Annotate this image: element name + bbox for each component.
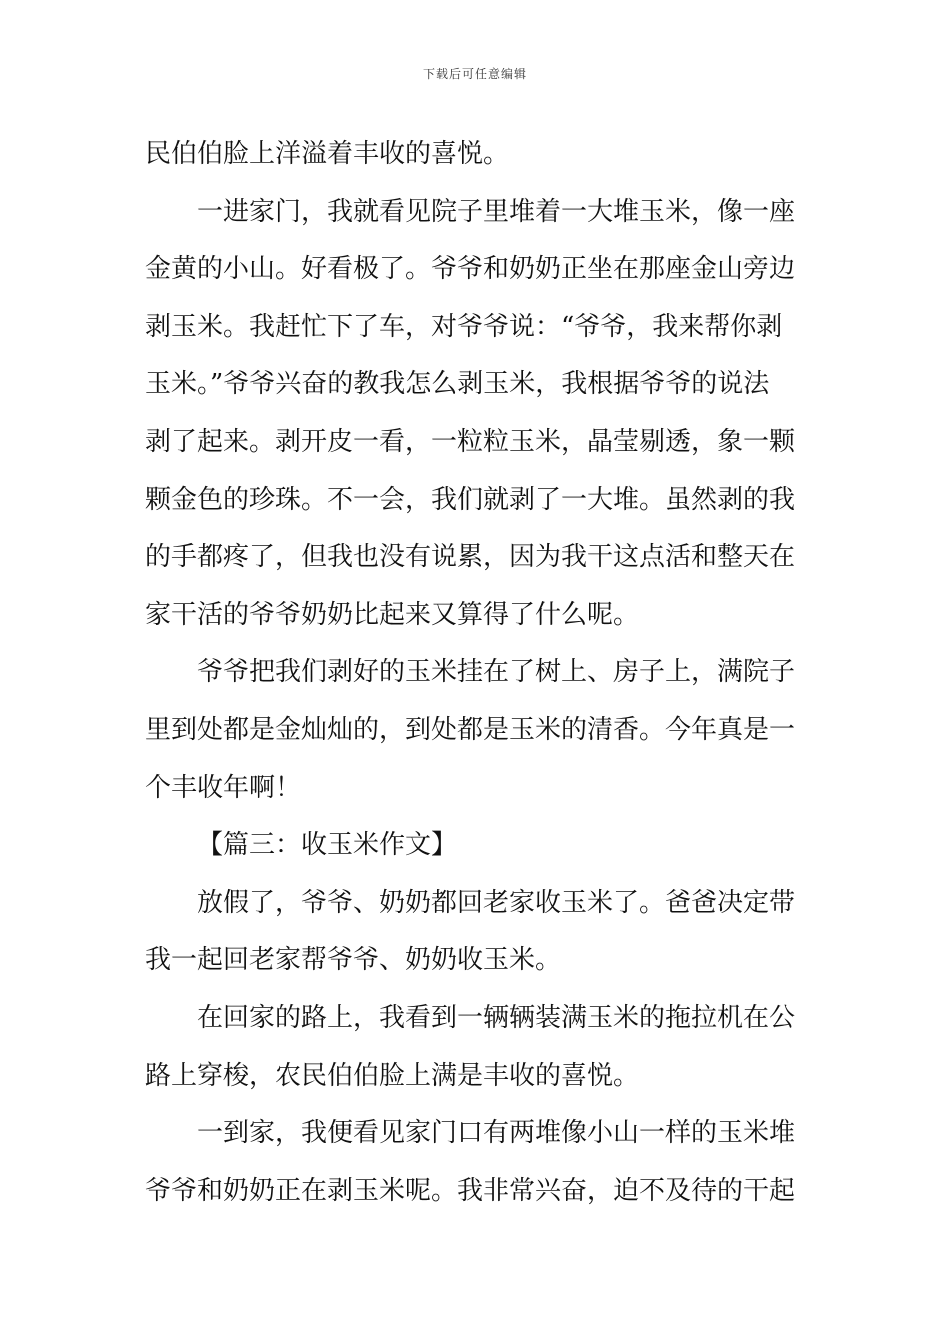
text-line: 家干活的爷爷奶奶比起来又算得了什么呢。 xyxy=(145,599,640,630)
text-line: 个丰收年啊！ xyxy=(145,772,302,803)
text-line: 金黄的小山。好看极了。爷爷和奶奶正坐在那座金山旁边 xyxy=(145,254,796,285)
text-line: 一进家门，我就看见院子里堆着一大堆玉米，像一座 xyxy=(197,196,796,227)
text-line: 民伯伯脸上洋溢着丰收的喜悦。 xyxy=(145,139,510,169)
text-line: 爷爷和奶奶正在剥玉米呢。我非常兴奋，迫不及待的干起 xyxy=(145,1175,796,1206)
document-body xyxy=(145,126,807,1220)
text-line: 爷爷把我们剥好的玉米挂在了树上、房子上，满院子 xyxy=(197,657,796,688)
section-heading: 【篇三：收玉米作文】 xyxy=(197,830,458,861)
text-line: 在回家的路上，我看到一辆辆装满玉米的拖拉机在公 xyxy=(197,1002,796,1033)
text-line: 剥了起来。剥开皮一看，一粒粒玉米，晶莹剔透，象一颗 xyxy=(145,426,796,457)
text-line: 玉米。”爷爷兴奋的教我怎么剥玉米，我根据爷爷的说法 xyxy=(145,369,770,400)
text-line: 一到家，我便看见家门口有两堆像小山一样的玉米堆 xyxy=(197,1118,796,1149)
text-line: 路上穿梭，农民伯伯脸上满是丰收的喜悦。 xyxy=(145,1060,640,1091)
text-line: 的手都疼了，但我也没有说累，因为我干这点活和整天在 xyxy=(145,542,796,573)
text-line: 颗金色的珍珠。不一会，我们就剥了一大堆。虽然剥的我 xyxy=(145,484,796,515)
page-header: 下载后可任意编辑 xyxy=(422,67,527,81)
text-line: 剥玉米。我赶忙下了车，对爷爷说：“爷爷，我来帮你剥 xyxy=(145,311,783,342)
text-line: 放假了，爷爷、奶奶都回老家收玉米了。爸爸决定带 xyxy=(197,887,796,918)
text-line: 里到处都是金灿灿的，到处都是玉米的清香。今年真是一 xyxy=(145,714,796,745)
text-line: 我一起回老家帮爷爷、奶奶收玉米。 xyxy=(145,945,562,976)
